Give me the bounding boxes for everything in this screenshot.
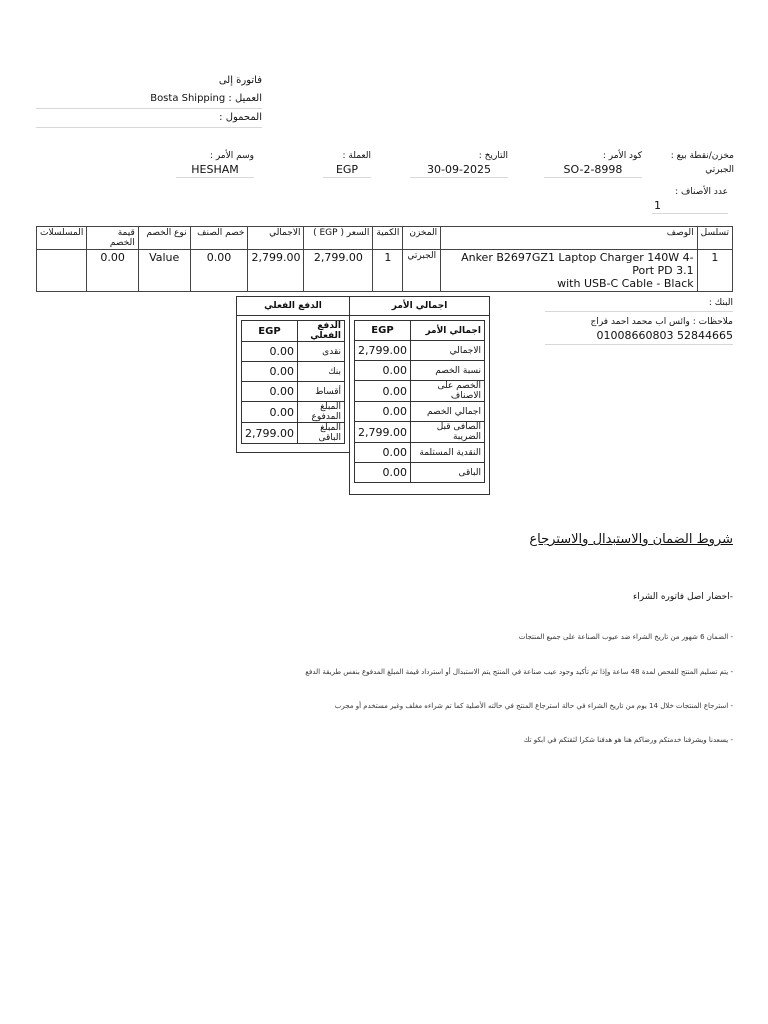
table-row: [242, 382, 345, 402]
order-totals-box: [349, 296, 490, 495]
cell-total: 2,799.00: [248, 250, 304, 292]
items-table-header: [37, 227, 733, 250]
table-row: [355, 381, 485, 402]
notes-value: وائس اب محمد احمد فراج: [590, 317, 690, 327]
desc-line-1: Anker B2697GZ1 Laptop Charger 140W 4-Port PD 3.1: [461, 251, 694, 277]
amount-paid-label: المبلغ المدفوع: [297, 402, 344, 423]
col-seq: تسلسل: [697, 227, 732, 250]
table-row: [355, 341, 485, 361]
discount-rate-label: نسبة الخصم: [410, 361, 484, 381]
order-tag-label: وسم الأمر :: [209, 151, 254, 161]
cell-price: 2,799.00: [304, 250, 373, 292]
cell-description: [441, 250, 697, 292]
term-line-5: - يسعدنا ويشرفنا خدمتكم ورضاكم هنا هو هدفنا شكرا لثقتكم في ابكو تك: [523, 736, 733, 744]
table-row: [37, 250, 733, 292]
actual-payment-title: الدفع الفعلي: [237, 297, 349, 316]
table-row: [355, 361, 485, 381]
cash-received-value: 0.00: [355, 443, 411, 463]
order-tag-value: HESHAM: [176, 163, 254, 178]
actual-payment-col-currency: EGP: [242, 321, 298, 342]
table-row: [242, 423, 345, 444]
order-code-field: [544, 150, 642, 178]
cell-discount-value: 0.00: [87, 250, 138, 292]
table-row: [355, 443, 485, 463]
desc-line-2: with USB-C Cable - Black: [557, 277, 694, 290]
remaining-value: 0.00: [355, 463, 411, 483]
table-row: [355, 463, 485, 483]
items-table: [36, 226, 733, 292]
cell-seq: 1: [697, 250, 732, 292]
cell-discount-type: Value: [138, 250, 190, 292]
currency-field: [323, 150, 371, 178]
col-discount-type: نوع الخصم: [138, 227, 190, 250]
actual-payment-box: [236, 296, 350, 453]
net-before-tax-value: 2,799.00: [355, 422, 411, 443]
term-line-2: - الضمان 6 شهور من تاريخ الشراء ضد عيوب الصناعة على جميع المنتجات: [518, 633, 733, 641]
total-label: الاجمالي: [410, 341, 484, 361]
discount-rate-value: 0.00: [355, 361, 411, 381]
customer-label: العميل :: [225, 93, 262, 104]
col-item-discount: خصم الصنف: [190, 227, 248, 250]
col-price: السعر ( EGP ): [304, 227, 373, 250]
term-line-3: - يتم تسليم المنتج للفحص لمدة 48 ساعة وإذا تم تأكيد وجود عيب صناعة في المنتج يتم الاستبدال أو استرداد قيمة المبلغ المدفوع بنفس طريقة الدفع: [305, 668, 733, 676]
total-discount-value: 0.00: [355, 402, 411, 422]
customer-value: Bosta Shipping: [150, 93, 226, 104]
table-row: [242, 362, 345, 382]
actual-payment-col-label: الدفع الفعلي: [297, 321, 344, 342]
col-serials: المسلسلات: [37, 227, 87, 250]
bill-to-section: [36, 72, 262, 128]
order-tag-field: [176, 150, 254, 178]
order-totals-header: [355, 321, 485, 341]
installments-label: أقساط: [297, 382, 344, 402]
store-field: [652, 150, 734, 177]
actual-payment-table: [241, 320, 345, 444]
notes-row: [545, 316, 733, 329]
bank-pay-label: بنك: [297, 362, 344, 382]
col-total: الاجمالي: [248, 227, 304, 250]
date-field: [410, 150, 508, 178]
items-discount-value: 0.00: [355, 381, 411, 402]
amount-remaining-value: 2,799.00: [242, 423, 298, 444]
currency-value: EGP: [323, 163, 371, 178]
store-label: مخزن/نقطة بيع :: [670, 151, 734, 161]
cash-value: 0.00: [242, 342, 298, 362]
bank-label: البنك :: [545, 296, 733, 312]
cell-serials: [37, 250, 87, 292]
amount-paid-value: 0.00: [242, 402, 298, 423]
cash-received-label: النقدية المستلمة: [410, 443, 484, 463]
total-discount-label: اجمالي الخصم: [410, 402, 484, 422]
net-before-tax-label: الصافى قبل الضريبة: [410, 422, 484, 443]
items-discount-label: الخصم على الاصناف: [410, 381, 484, 402]
items-count-label: عدد الأصناف :: [675, 187, 728, 197]
notes-label: ملاحظات :: [689, 317, 733, 327]
currency-label: العملة :: [342, 151, 371, 161]
bank-section: [545, 296, 733, 345]
cell-item-discount: 0.00: [190, 250, 248, 292]
terms-title: شروط الضمان والاستبدال والاسترجاع: [529, 532, 733, 547]
items-count-field: [652, 186, 728, 214]
cash-label: نقدى: [297, 342, 344, 362]
order-code-label: كود الأمر :: [602, 151, 642, 161]
order-totals-table: [354, 320, 485, 483]
bill-to-title: فاتورة إلى: [218, 75, 262, 86]
customer-row: [36, 90, 262, 109]
store-value: الجبرتي: [705, 165, 734, 175]
col-store: المخزن: [403, 227, 441, 250]
table-row: [355, 402, 485, 422]
notes-numbers: 52844665 01008660803: [545, 329, 733, 345]
table-row: [242, 402, 345, 423]
table-row: [242, 342, 345, 362]
remaining-label: الباقى: [410, 463, 484, 483]
col-description: الوصف: [441, 227, 697, 250]
col-qty: الكمية: [373, 227, 403, 250]
cell-qty: 1: [373, 250, 403, 292]
items-count-value: 1: [652, 199, 728, 214]
term-line-1: -احضار اصل فاتوره الشراء: [633, 592, 733, 602]
table-row: [355, 422, 485, 443]
date-label: التاريخ :: [478, 151, 508, 161]
carrier-label: المحمول :: [36, 109, 262, 128]
cell-store: الجبرتي: [403, 250, 441, 292]
col-discount-value: قيمة الخصم: [87, 227, 138, 250]
order-totals-col-label: اجمالي الأمر: [410, 321, 484, 341]
order-totals-title: اجمالي الأمر: [350, 297, 489, 316]
order-totals-col-currency: EGP: [355, 321, 411, 341]
bank-pay-value: 0.00: [242, 362, 298, 382]
date-value: 30-09-2025: [410, 163, 508, 178]
installments-value: 0.00: [242, 382, 298, 402]
amount-remaining-label: المبلغ الباقى: [297, 423, 344, 444]
total-value: 2,799.00: [355, 341, 411, 361]
actual-payment-header: [242, 321, 345, 342]
term-line-4: - استرجاع المنتجات خلال 14 يوم من تاريخ الشراء في حالة استرجاع المنتج في حالته الأصلية كما تم شراءه مغلف وغير مستخدم أو مجرب: [334, 702, 733, 710]
order-code-value: SO-2-8998: [544, 163, 642, 178]
